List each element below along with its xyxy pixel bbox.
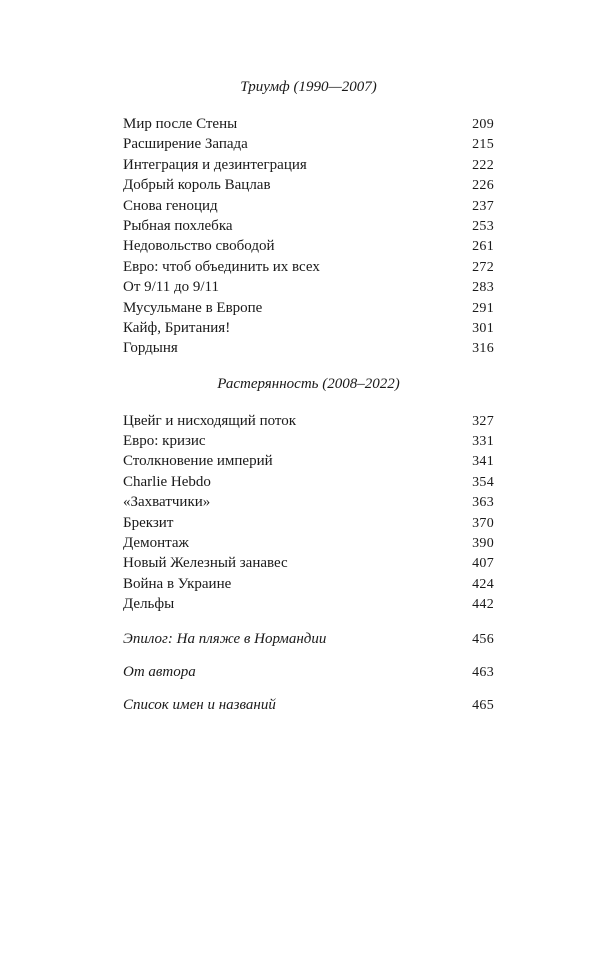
toc-entry-title: Добрый король Вацлав xyxy=(123,177,271,194)
toc-entry-title: Столкновение империй xyxy=(123,453,273,470)
toc-entry-page: 407 xyxy=(472,556,494,572)
toc-entry[interactable] xyxy=(123,431,494,451)
toc-entry-title: Война в Украине xyxy=(123,575,232,592)
toc-entry-title: Недовольство свободой xyxy=(123,238,275,255)
toc-entry-page: 301 xyxy=(472,320,494,336)
section-heading-triumph: Триумф (1990—2007) xyxy=(240,79,377,95)
toc-entry-page: 226 xyxy=(472,178,494,194)
toc-entry[interactable] xyxy=(123,216,494,236)
toc-entry-page: 291 xyxy=(472,300,494,316)
toc-entry[interactable] xyxy=(123,134,494,154)
toc-entry-page: 215 xyxy=(472,137,494,153)
section-entries-confusion xyxy=(123,411,494,615)
table-of-contents xyxy=(123,76,494,715)
toc-entry[interactable] xyxy=(123,553,494,573)
toc-entry-title: Расширение Запада xyxy=(123,136,248,153)
toc-entry-page: 253 xyxy=(472,218,494,234)
section-heading-confusion: Растерянность (2008–2022) xyxy=(217,375,400,392)
toc-entry-page: 331 xyxy=(472,434,494,450)
toc-entry[interactable] xyxy=(123,236,494,256)
toc-entry[interactable] xyxy=(123,196,494,216)
toc-entry-page: 261 xyxy=(472,239,494,255)
toc-entry-title: Дельфы xyxy=(123,596,175,613)
toc-entry[interactable] xyxy=(123,513,494,533)
toc-entry-page: 272 xyxy=(472,259,494,275)
section-spacer xyxy=(123,359,494,373)
toc-entry-page: 456 xyxy=(472,631,494,647)
toc-entry-page: 390 xyxy=(472,536,494,552)
toc-entry-title: Евро: чтоб объединить их всех xyxy=(123,258,320,275)
toc-entry-title: Цвейг и нисходящий поток xyxy=(123,412,297,429)
toc-entry-title: Мусульмане в Европе xyxy=(123,299,263,316)
toc-entry[interactable] xyxy=(123,318,494,338)
toc-entry-title: Charlie Hebdo xyxy=(123,473,211,490)
toc-entry[interactable] xyxy=(123,492,494,512)
toc-entry-title: Снова геноцид xyxy=(123,197,218,214)
toc-entry[interactable] xyxy=(123,175,494,195)
toc-entry-page: 370 xyxy=(472,515,494,531)
toc-entry-title: «Захватчики» xyxy=(123,494,211,511)
toc-entry[interactable] xyxy=(123,338,494,358)
toc-entry-title: Рыбная похлебка xyxy=(123,217,233,234)
toc-entry-title: Список имен и названий xyxy=(123,696,276,713)
toc-entry[interactable] xyxy=(123,574,494,594)
toc-entry-page: 327 xyxy=(472,413,494,429)
toc-entry[interactable] xyxy=(123,114,494,134)
toc-entry-title: Брекзит xyxy=(123,514,174,531)
toc-entry[interactable] xyxy=(123,411,494,431)
toc-entry-epilogue[interactable] xyxy=(123,629,494,649)
toc-entry-page: 354 xyxy=(472,474,494,490)
toc-entry[interactable] xyxy=(123,451,494,471)
toc-entry-page: 463 xyxy=(472,664,494,680)
toc-entry[interactable] xyxy=(123,533,494,553)
toc-entry-page: 283 xyxy=(472,280,494,296)
section-spacer xyxy=(123,682,494,695)
toc-entry-index[interactable] xyxy=(123,695,494,715)
toc-entry-title: Гордыня xyxy=(123,340,178,357)
toc-entry-title: Интеграция и дезинтеграция xyxy=(123,156,307,173)
toc-entry-title: Эпилог: На пляже в Нормандии xyxy=(123,630,327,647)
toc-entry-page: 316 xyxy=(472,341,494,357)
toc-entry[interactable] xyxy=(123,298,494,318)
toc-entry[interactable] xyxy=(123,472,494,492)
toc-entry-page: 424 xyxy=(472,576,494,592)
section-entries-triumph xyxy=(123,114,494,359)
toc-entry-page: 465 xyxy=(472,697,494,713)
toc-entry-title: Новый Железный занавес xyxy=(123,555,288,572)
toc-entry-page: 237 xyxy=(472,198,494,214)
toc-entry[interactable] xyxy=(123,277,494,297)
toc-entry-page: 209 xyxy=(472,117,494,132)
toc-entry-page: 442 xyxy=(472,597,494,613)
toc-entry-authors-note[interactable] xyxy=(123,662,494,682)
section-spacer xyxy=(123,649,494,662)
toc-entry-title: От автора xyxy=(123,663,196,680)
toc-entry[interactable] xyxy=(123,155,494,175)
toc-entry-title: Кайф, Британия! xyxy=(123,319,231,336)
toc-entry-title: Демонтаж xyxy=(123,535,189,552)
toc-entry-page: 222 xyxy=(472,157,494,173)
toc-entry[interactable] xyxy=(123,594,494,614)
toc-entry-title: Мир после Стены xyxy=(123,116,238,132)
toc-entry-title: От 9/11 до 9/11 xyxy=(123,279,219,296)
toc-entry-title: Евро: кризис xyxy=(123,433,206,450)
toc-entry[interactable] xyxy=(123,257,494,277)
section-spacer xyxy=(123,615,494,629)
toc-entry-page: 363 xyxy=(472,495,494,511)
toc-entry-page: 341 xyxy=(472,454,494,470)
